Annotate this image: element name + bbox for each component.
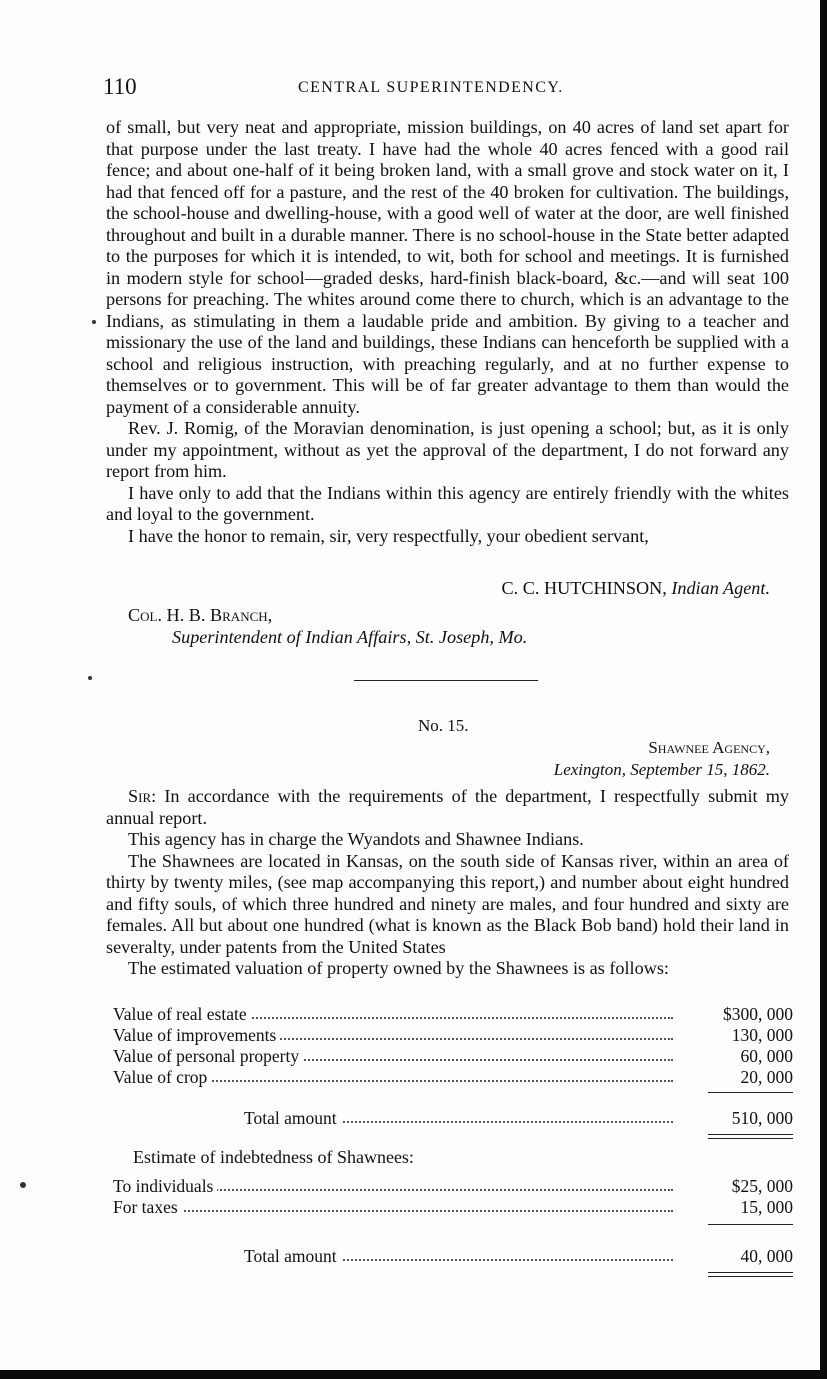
valuation-table <box>113 1004 793 1140</box>
total-amount: 40, 000 <box>740 1246 793 1266</box>
scan-edge-right <box>820 0 827 1379</box>
signature-title: Indian Agent. <box>671 578 770 598</box>
document-number: No. 15. <box>418 716 469 735</box>
total-label: Total amount <box>244 1246 341 1267</box>
rule-spacer <box>113 1268 793 1278</box>
total-amount: 510, 000 <box>731 1108 793 1128</box>
addressee-title: Superintendent of Indian Affairs, St. Joseph, Mo. <box>172 627 528 647</box>
row-amount: 20, 000 <box>740 1067 793 1087</box>
rule-spacer <box>113 1130 793 1140</box>
addressee-name: Col. H. B. Branch, <box>128 605 273 625</box>
letter1-body <box>106 117 789 547</box>
row-label: Value of personal property <box>113 1046 303 1067</box>
letter2-paragraph: The Shawnees are located in Kansas, on the south side of Kansas river, within an area of thirty by twenty miles, (see map accompanying this report,) and number about eight hundred and fifty souls, of which three hundred and ninety are males, and four hundred and sixty are females. All but about one hundred (what is known as the Black Bob band) hold their land in severalty, under patents from the United States <box>106 850 789 957</box>
letter1-paragraph: I have only to add that the Indians within this agency are entirely friendly with the whites and loyal to the government. <box>106 482 789 524</box>
running-head: CENTRAL SUPERINTENDENCY. <box>298 79 564 96</box>
row-label: To individuals <box>113 1176 217 1197</box>
total-label: Total amount <box>244 1108 341 1129</box>
section-divider <box>354 680 538 681</box>
indebtedness-table <box>113 1176 793 1278</box>
row-amount: 130, 000 <box>731 1025 793 1045</box>
letter2-paragraph-text: In accordance with the requirements of the department, I respectfully submit my annual report. <box>106 786 789 828</box>
row-label: Value of improvements <box>113 1025 280 1046</box>
row-amount: 60, 000 <box>740 1046 793 1066</box>
table-row <box>113 1067 793 1088</box>
dateline: Lexington, September 15, 1862. <box>553 760 770 779</box>
letter1-paragraph: Rev. J. Romig, of the Moravian denomination, is just opening a school; but, as it is only under my appointment, without as yet the approval of the department, I do not forward any report from him. <box>106 418 789 481</box>
signature-name: C. C. HUTCHINSON, <box>501 578 667 598</box>
salutation: Sir: <box>128 786 157 806</box>
rule-spacer <box>113 1088 793 1098</box>
page-header <box>103 74 793 104</box>
scan-edge-bottom <box>0 1370 827 1379</box>
print-speck <box>20 1182 26 1188</box>
leader-dots <box>113 1210 673 1212</box>
letter2-paragraph: The estimated valuation of property owned by the Shawnees is as follows: <box>128 958 669 978</box>
row-label: Value of real estate <box>113 1004 251 1025</box>
signature <box>106 578 770 599</box>
row-amount: $300, 000 <box>723 1004 793 1024</box>
table-row <box>113 1025 793 1046</box>
double-rule <box>708 1272 793 1277</box>
row-label: For taxes <box>113 1197 182 1218</box>
table-row <box>113 1046 793 1067</box>
table-row <box>113 1004 793 1025</box>
total-row <box>113 1246 793 1268</box>
sum-rule <box>708 1224 793 1225</box>
letter2-paragraph <box>106 786 789 829</box>
agency-name: Shawnee Agency, <box>648 738 770 757</box>
row-label: Value of crop <box>113 1067 211 1088</box>
page-number: 110 <box>103 74 137 99</box>
double-rule <box>708 1134 793 1139</box>
addressee-block <box>128 604 527 648</box>
print-speck <box>92 320 96 324</box>
indebtedness-heading: Estimate of indebtedness of Shawnees: <box>133 1147 414 1167</box>
table-row <box>113 1197 793 1218</box>
letter2-body <box>106 786 789 980</box>
row-amount: 15, 000 <box>740 1197 793 1217</box>
total-row <box>113 1108 793 1130</box>
row-amount: $25, 000 <box>731 1176 793 1196</box>
letter1-closing: I have the honor to remain, sir, very respectfully, your obedient servant, <box>128 525 649 546</box>
sum-rule <box>708 1092 793 1093</box>
rule-spacer <box>113 1218 793 1232</box>
letter2-paragraph: This agency has in charge the Wyandots and Shawnee Indians. <box>128 829 584 849</box>
agency-heading <box>106 737 770 781</box>
letter1-paragraph: of small, but very neat and appropriate, mission buildings, on 40 acres of land set apart for that purpose under the last treaty. I have had the whole 40 acres fenced with a good rail fence; and about one-half of it being broken land, with a small grove and stock water on it, I had that fenced off for a pasture, and the rest of the 40 broken for cultivation. The buildings, the school-house and dwelling-house, with a good well of water at the door, are well finished throughout and built in a durable manner. There is no school-house in the State better adapted to the purposes for which it is intended, to wit, both for school and meetings. It is furnished in modern style for school—graded desks, hard-finish black-board, &c.—and will seat 100 persons for preaching. The whites around come there to church, which is an advantage to the Indians, as stimulating in them a laudable pride and ambition. By giving to a teacher and missionary the use of the land and buildings, these Indians can henceforth be supplied with a school and religious instruction, with preaching regularly, and at no further expense to themselves or to government. This will be of far greater advantage to them than would the payment of a considerable annuity. <box>106 117 789 417</box>
table-row <box>113 1176 793 1197</box>
print-speck <box>88 676 92 680</box>
